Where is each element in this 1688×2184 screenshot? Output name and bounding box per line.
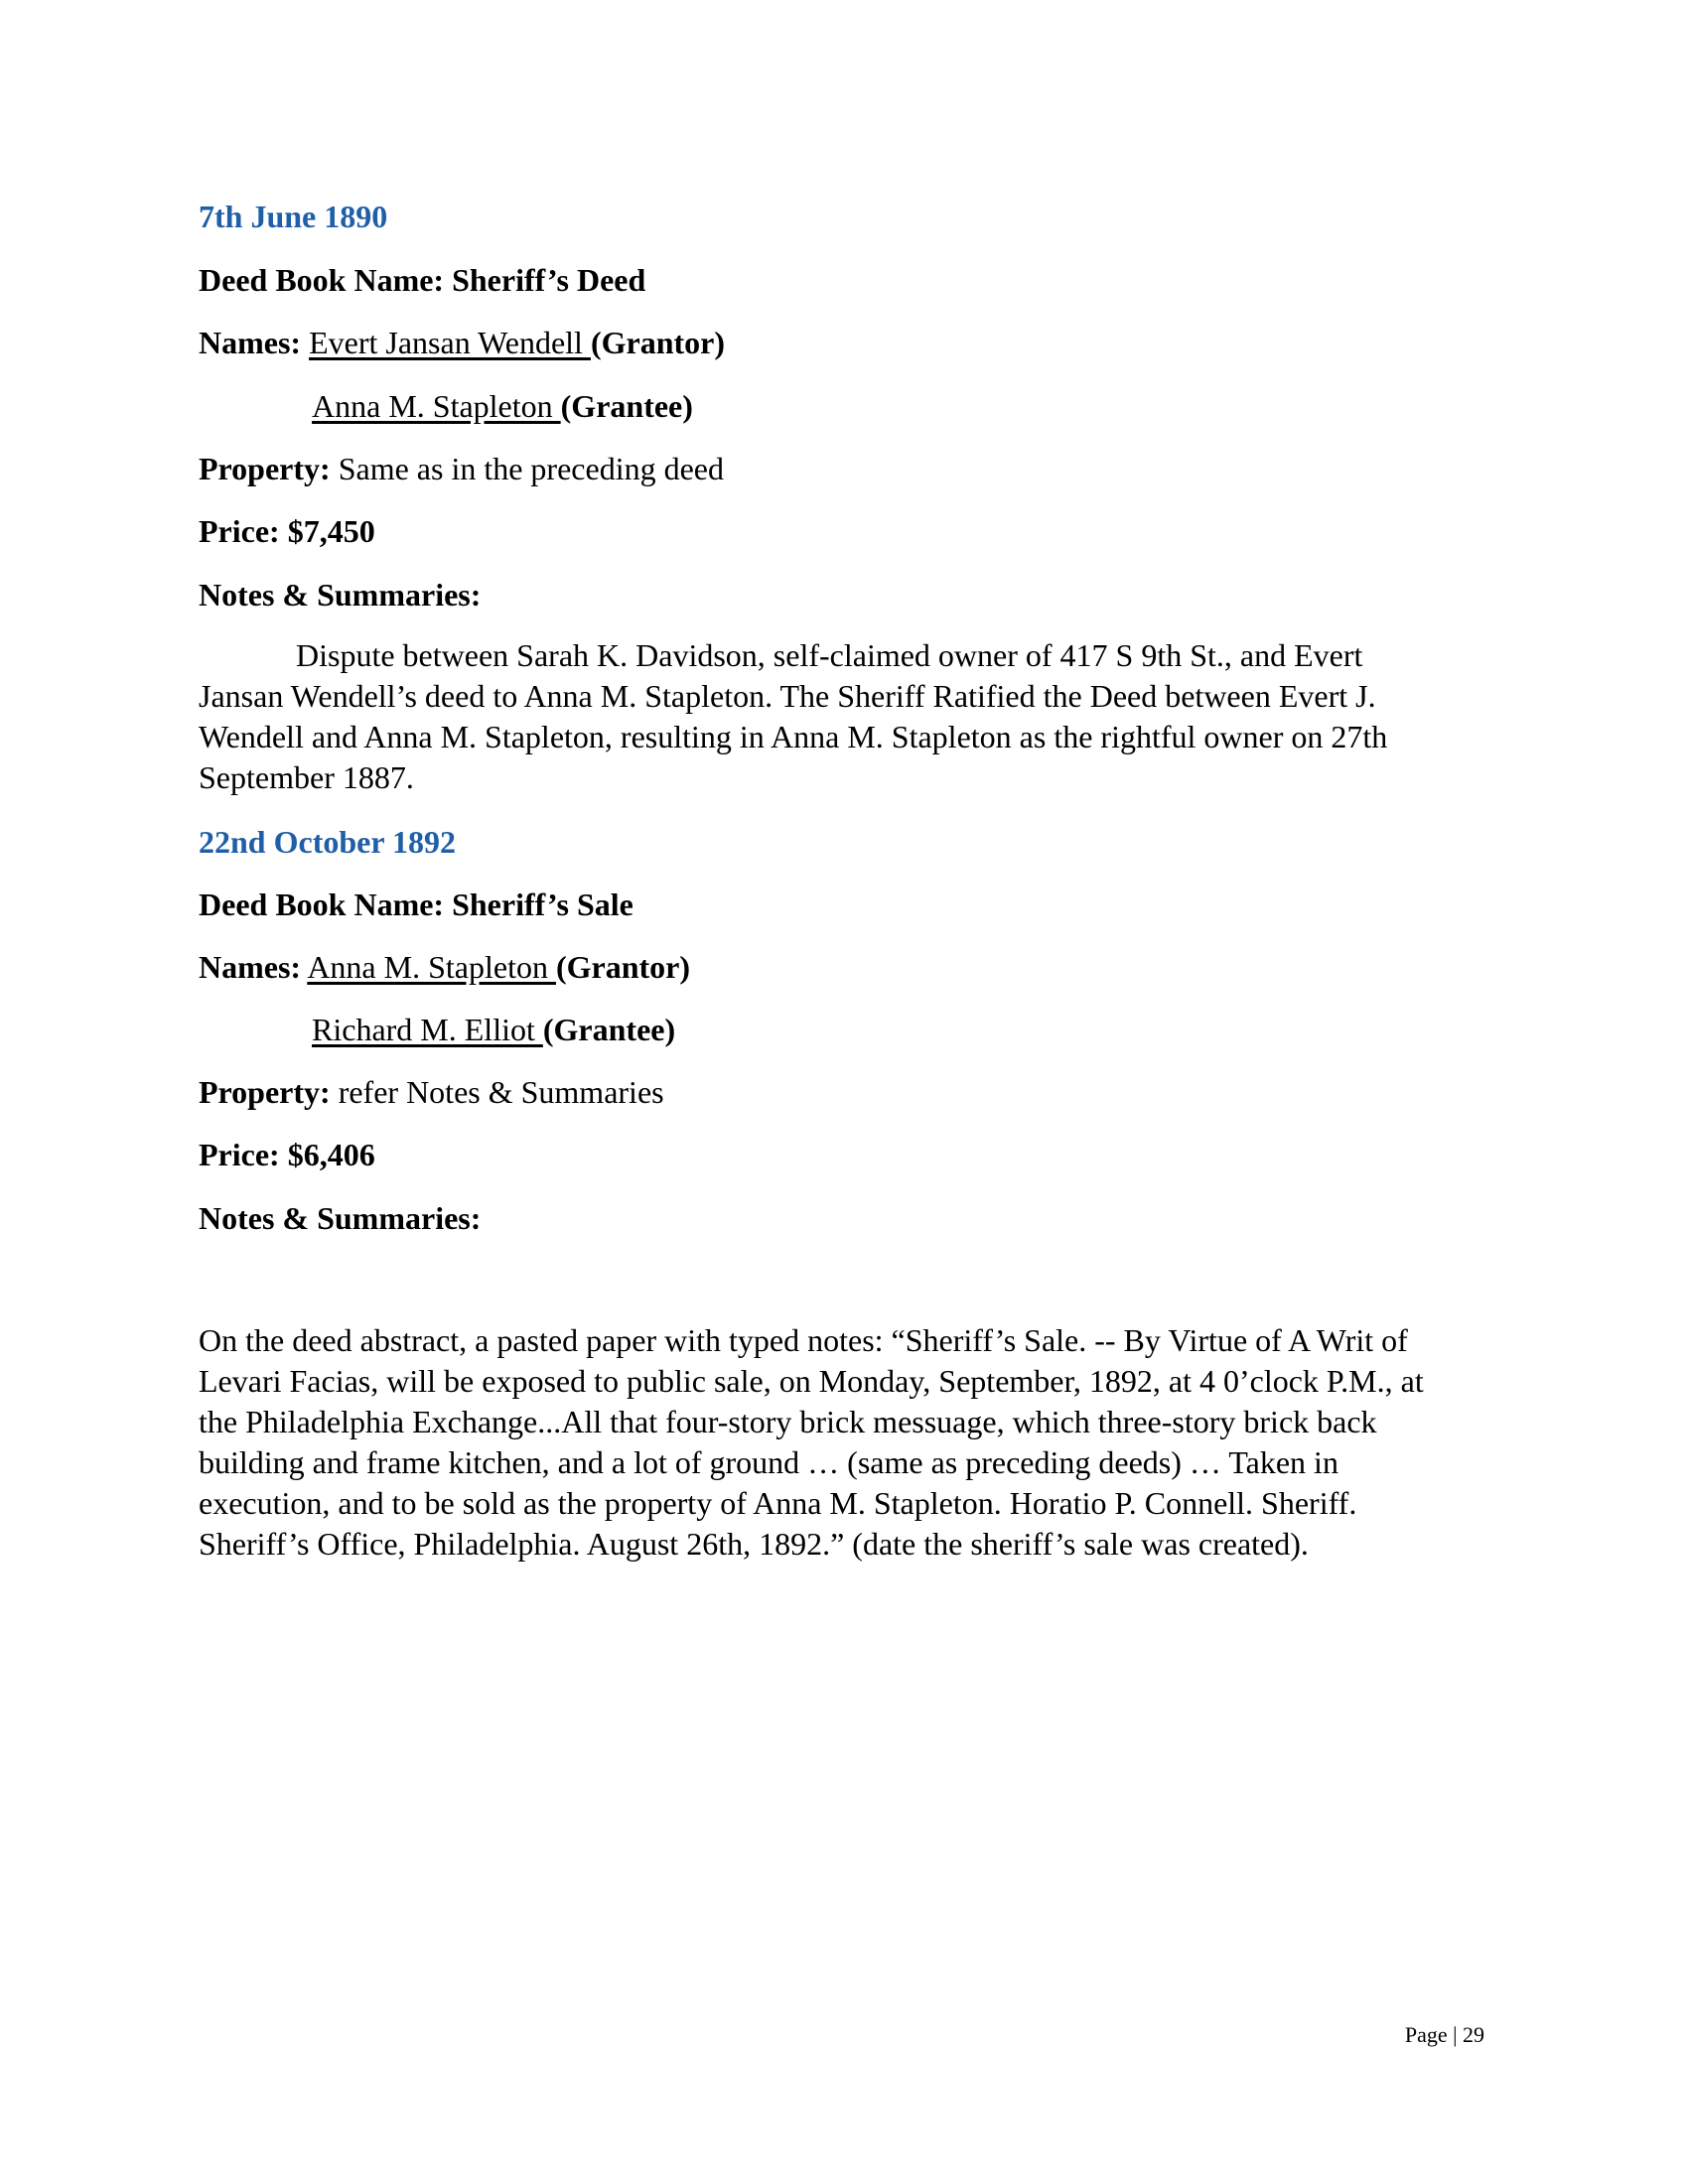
- grantee-line: [312, 386, 693, 426]
- grantee-name: Anna M. Stapleton: [312, 388, 561, 424]
- grantor-role: (Grantor): [590, 325, 725, 360]
- price-line: [199, 511, 375, 551]
- price-value: $6,406: [287, 1137, 375, 1172]
- notes-label: Notes & Summaries:: [199, 1200, 482, 1236]
- price-label: Price:: [199, 1137, 280, 1172]
- grantee-role: (Grantee): [560, 388, 693, 424]
- notes-line: Jansan Wendell’s deed to Anna M. Stapleton. The Sheriff Ratified the Deed between Evert J.: [199, 678, 1376, 714]
- entry-date-heading: 7th June 1890: [199, 199, 388, 234]
- names-line: [199, 947, 690, 987]
- deed-book-line: [199, 260, 645, 300]
- grantee-line: [312, 1010, 675, 1049]
- price-label: Price:: [199, 513, 280, 549]
- notes-line: building and frame kitchen, and a lot of ground … (same as preceding deeds) … Taken in: [199, 1444, 1338, 1480]
- grantor-name: Anna M. Stapleton: [307, 949, 556, 985]
- deed-book-label: Deed Book Name:: [199, 887, 445, 922]
- notes-heading: [199, 1198, 481, 1238]
- notes-line: Sheriff’s Office, Philadelphia. August 26th, 1892.” (date the sheriff’s sale was created).: [199, 1526, 1309, 1562]
- property-label: Property:: [199, 1074, 331, 1110]
- notes-line: the Philadelphia Exchange...All that four-story brick messuage, which three-story brick back: [199, 1404, 1377, 1439]
- page-separator: |: [1453, 2022, 1458, 2047]
- names-line: [199, 323, 725, 362]
- price-line: [199, 1135, 375, 1174]
- names-label: Names:: [199, 949, 302, 985]
- property-line: [199, 1072, 664, 1112]
- deed-book-label: Deed Book Name:: [199, 262, 445, 298]
- grantor-name: Evert Jansan Wendell: [309, 325, 591, 360]
- notes-label: Notes & Summaries:: [199, 577, 482, 613]
- grantee-name: Richard M. Elliot: [312, 1012, 543, 1047]
- page-footer: [1405, 2021, 1484, 2049]
- page-number: 29: [1463, 2022, 1484, 2047]
- notes-line: Levari Facias, will be exposed to public sale, on Monday, September, 1892, at 4 0’clock P.M., at: [199, 1363, 1424, 1399]
- property-value: Same as in the preceding deed: [338, 451, 724, 486]
- deed-book-line: [199, 885, 633, 924]
- grantor-role: (Grantor): [555, 949, 691, 985]
- notes-line: On the deed abstract, a pasted paper with typed notes: “Sheriff’s Sale. -- By Virtue of A Writ of: [199, 1322, 1408, 1358]
- page-label: Page: [1404, 2022, 1448, 2047]
- price-value: $7,450: [287, 513, 375, 549]
- grantee-role: (Grantee): [542, 1012, 676, 1047]
- deed-book-value: Sheriff’s Deed: [452, 262, 646, 298]
- property-line: [199, 449, 724, 488]
- notes-heading: [199, 575, 481, 614]
- notes-paragraph: [199, 635, 1489, 798]
- notes-line: execution, and to be sold as the property of Anna M. Stapleton. Horatio P. Connell. Sheriff.: [199, 1485, 1357, 1521]
- notes-paragraph: [199, 1320, 1489, 1565]
- notes-line: Wendell and Anna M. Stapleton, resulting in Anna M. Stapleton as the rightful owner on 27th: [199, 719, 1388, 754]
- deed-book-value: Sheriff’s Sale: [452, 887, 633, 922]
- notes-line: Dispute between Sarah K. Davidson, self-claimed owner of 417 S 9th St., and Evert: [296, 637, 1363, 673]
- entry-date-heading: 22nd October 1892: [199, 824, 456, 860]
- notes-line: September 1887.: [199, 759, 414, 795]
- property-value: refer Notes & Summaries: [338, 1074, 664, 1110]
- property-label: Property:: [199, 451, 331, 486]
- names-label: Names:: [199, 325, 302, 360]
